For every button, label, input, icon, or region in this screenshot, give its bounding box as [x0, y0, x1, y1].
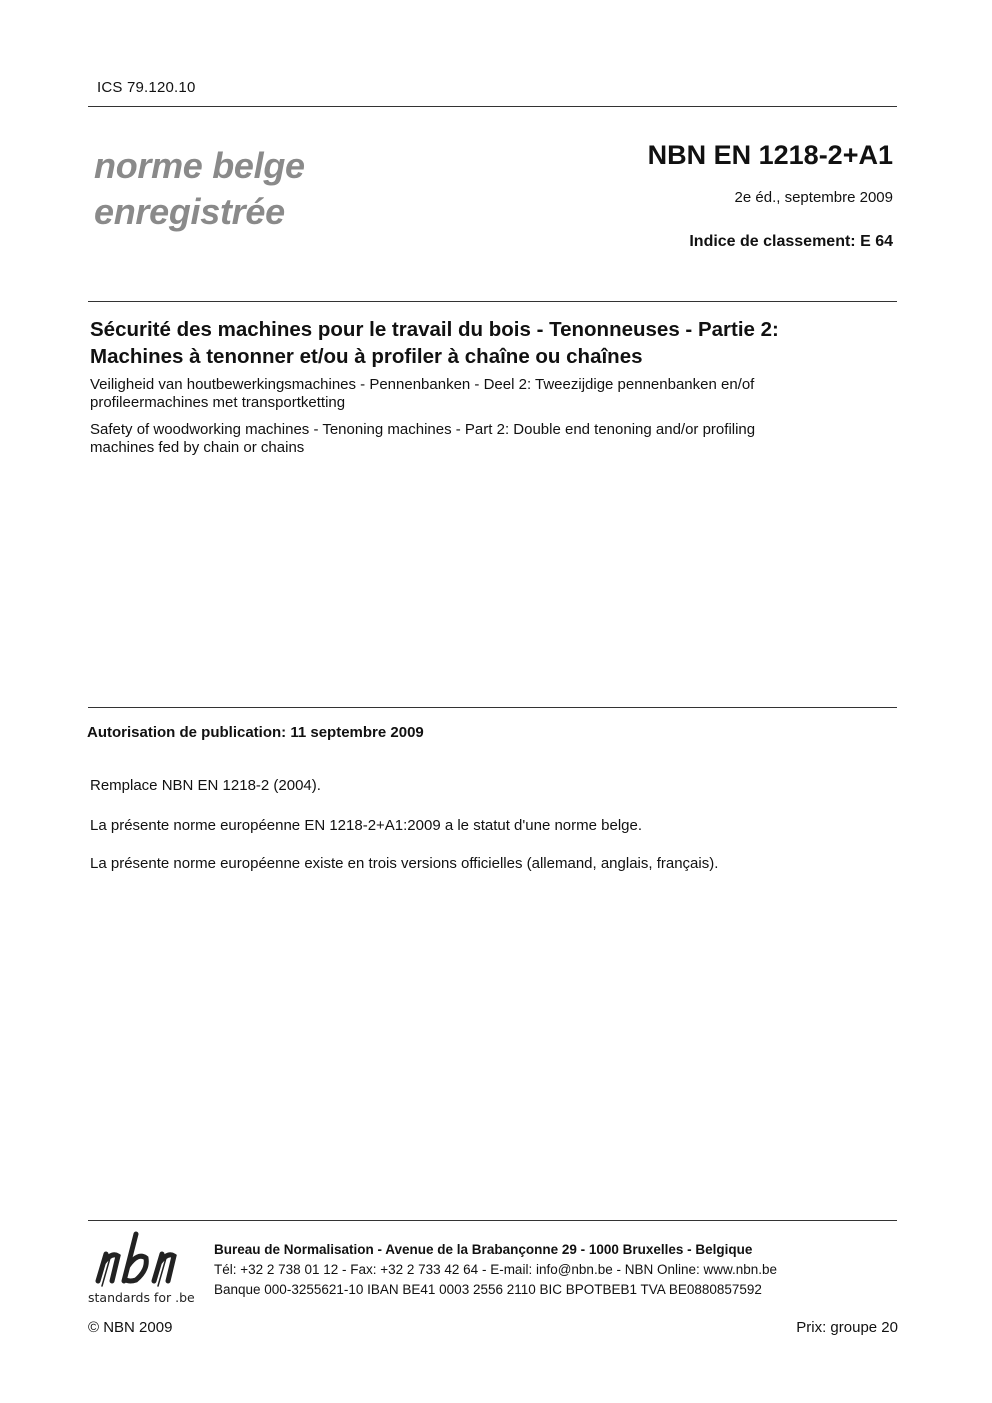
title-english-line-2: machines fed by chain or chains — [90, 439, 305, 456]
logo-tagline: standards for .be — [88, 1290, 195, 1305]
footer-rule — [88, 1220, 897, 1221]
title-dutch-line-1: Veiligheid van houtbewerkingsmachines - Pennenbanken - Deel 2: Tweezijdige pennenbanken en/of — [90, 376, 755, 393]
brand-line-1: norme belge — [94, 145, 305, 186]
title-rule-top — [88, 301, 897, 302]
standard-number: NBN EN 1218-2+A1 — [647, 140, 893, 170]
title-rule-bottom — [88, 707, 897, 708]
nbn-logo-icon — [88, 1226, 200, 1306]
title-dutch — [90, 376, 900, 412]
title-french-line-2: Machines à tenonner et/ou à profiler à chaîne ou chaînes — [90, 345, 643, 368]
publication-authorization: Autorisation de publication: 11 septembre 2009 — [87, 724, 424, 741]
title-french — [90, 316, 900, 370]
note-status: La présente norme européenne EN 1218-2+A1:2009 a le statut d'une norme belge. — [90, 817, 643, 834]
edition-date: 2e éd., septembre 2009 — [734, 189, 893, 206]
brand-line-2: enregistrée — [94, 191, 285, 232]
nbn-logo — [88, 1226, 200, 1306]
title-english — [90, 421, 900, 457]
copyright: © NBN 2009 — [88, 1319, 173, 1336]
title-dutch-line-2: profileermachines met transportketting — [90, 394, 346, 411]
footer-address: Bureau de Normalisation - Avenue de la Brabançonne 29 - 1000 Bruxelles - Belgique — [214, 1242, 753, 1257]
footer-contact: Tél: +32 2 738 01 12 - Fax: +32 2 733 42 64 - E-mail: info@nbn.be - NBN Online: www.nbn.be — [214, 1262, 778, 1277]
footer-bank: Banque 000-3255621-10 IBAN BE41 0003 2556 2110 BIC BPOTBEB1 TVA BE0880857592 — [214, 1282, 762, 1297]
note-versions: La présente norme européenne existe en trois versions officielles (allemand, anglais, français). — [90, 855, 719, 872]
classification-index: Indice de classement: E 64 — [689, 233, 893, 250]
ics-code: ICS 79.120.10 — [97, 79, 196, 96]
note-replaces: Remplace NBN EN 1218-2 (2004). — [90, 777, 321, 794]
price-group: Prix: groupe 20 — [796, 1319, 898, 1336]
brand-title — [94, 143, 305, 235]
title-french-line-1: Sécurité des machines pour le travail du bois - Tenonneuses - Partie 2: — [90, 318, 779, 341]
title-english-line-1: Safety of woodworking machines - Tenoning machines - Part 2: Double end tenoning and/or profiling — [90, 421, 756, 438]
header-rule — [88, 106, 897, 107]
